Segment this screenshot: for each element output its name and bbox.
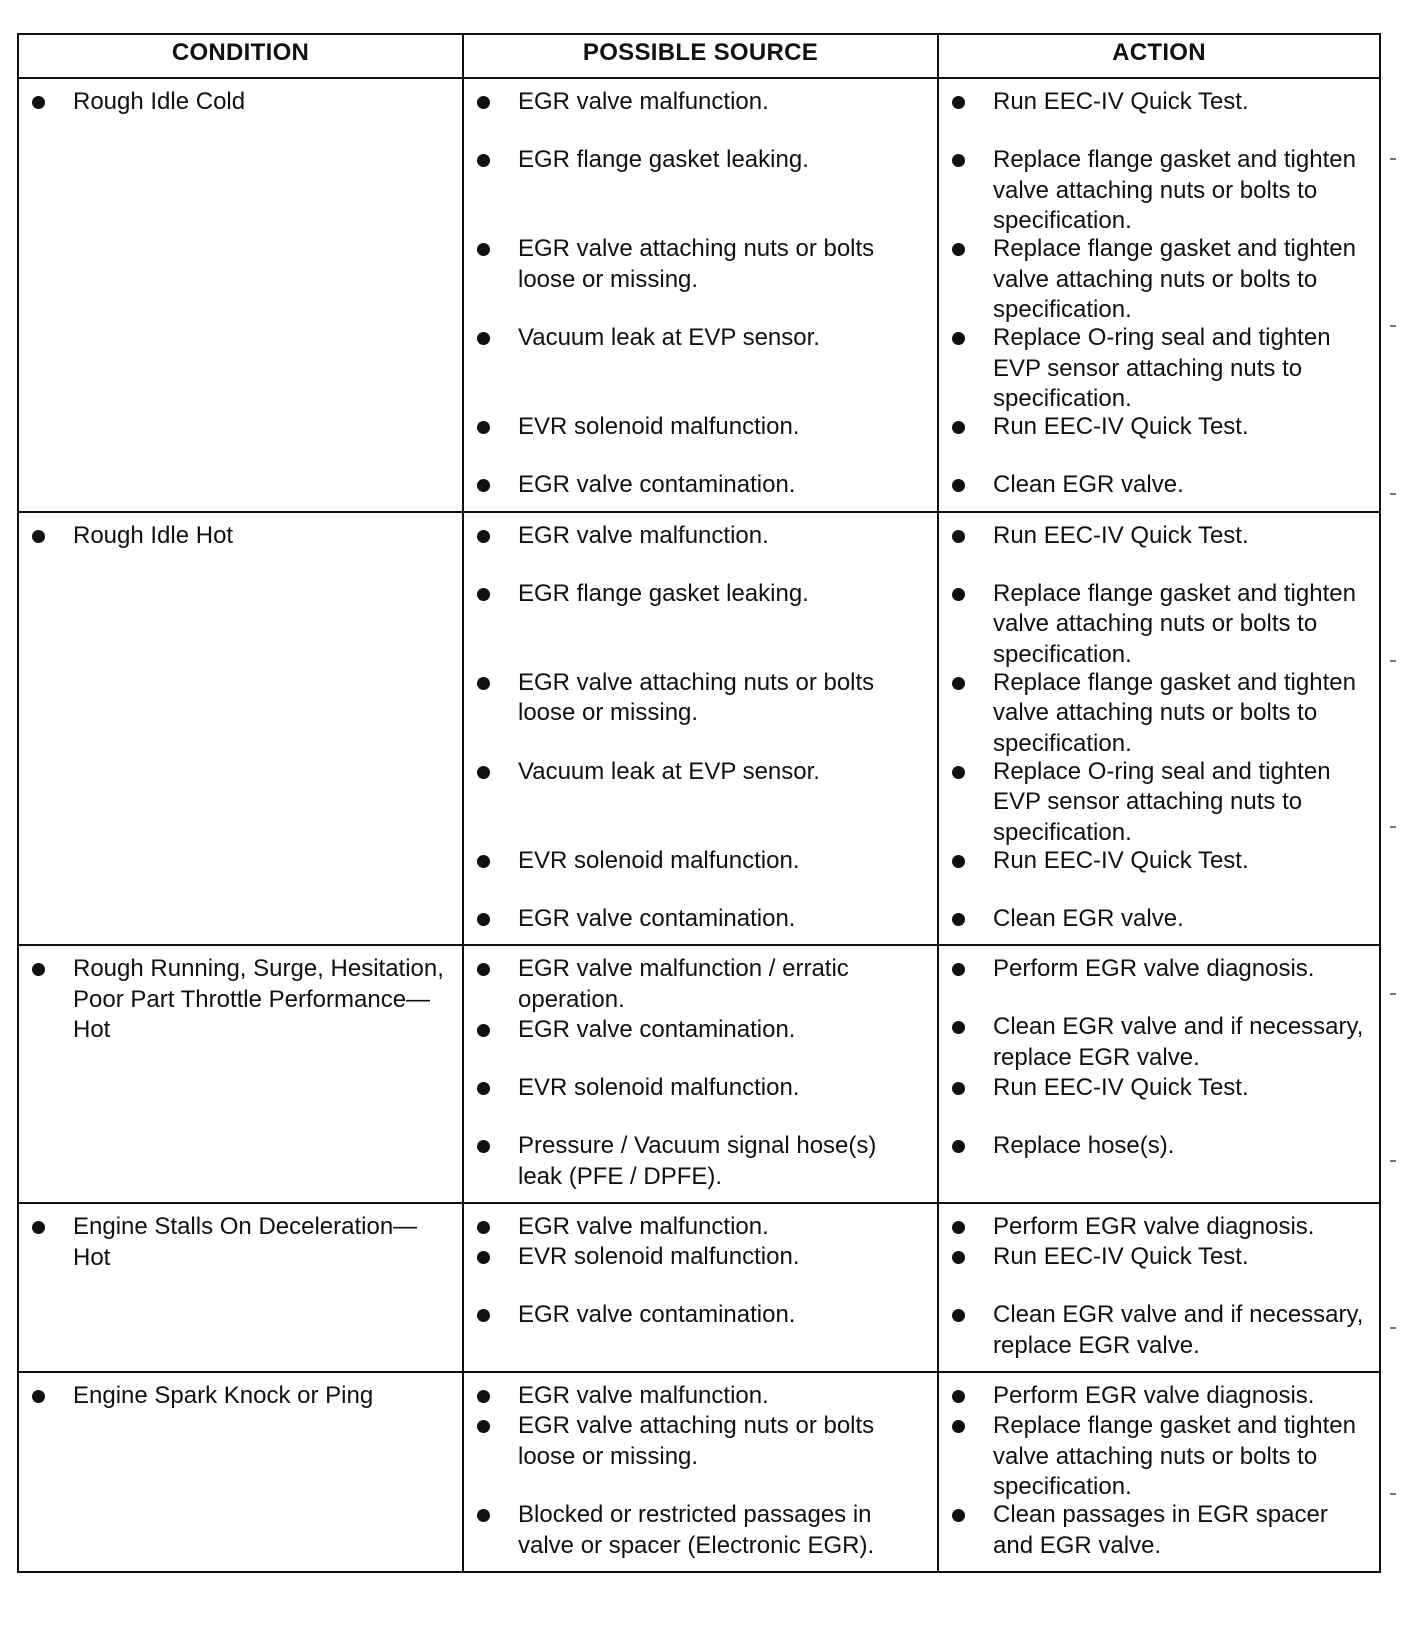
action-item — [939, 1012, 1379, 1073]
action-cell — [938, 512, 1380, 946]
condition-text: Rough Running, Surge, Hesitation, Poor Part Throttle Performance—Hot — [73, 955, 444, 1043]
action-item — [939, 757, 1379, 846]
source-text: Vacuum leak at EVP sensor. — [518, 757, 820, 785]
bullet-icon — [477, 1390, 490, 1403]
action-item — [939, 1300, 1379, 1361]
source-item — [464, 87, 937, 117]
action-item — [939, 1242, 1379, 1272]
action-item — [939, 1500, 1379, 1561]
action-item — [939, 954, 1379, 984]
action-cell — [938, 78, 1380, 512]
action-item — [939, 234, 1379, 323]
bullet-icon — [952, 588, 965, 601]
source-text: EVR solenoid malfunction. — [518, 1243, 800, 1270]
action-text: Run EEC-IV Quick Test. — [993, 1074, 1249, 1101]
source-item — [464, 579, 937, 640]
bullet-icon — [477, 479, 490, 492]
action-text: Replace hose(s). — [993, 1132, 1175, 1159]
action-text: Run EEC-IV Quick Test. — [993, 521, 1249, 549]
action-text: Perform EGR valve diagnosis. — [993, 955, 1315, 982]
source-item — [464, 1500, 937, 1561]
bullet-icon — [477, 421, 490, 434]
action-item — [939, 145, 1379, 234]
margin-tick — [1390, 660, 1396, 662]
table-body — [18, 78, 1380, 1572]
action-text: Clean EGR valve and if necessary, replace EGR valve. — [993, 1301, 1364, 1359]
bullet-icon — [952, 855, 965, 868]
action-text: Run EEC-IV Quick Test. — [993, 846, 1249, 874]
action-item — [939, 1073, 1379, 1103]
bullet-icon — [477, 855, 490, 868]
bullet-icon — [952, 913, 965, 926]
bullet-icon — [952, 1390, 965, 1403]
action-text: Perform EGR valve diagnosis. — [993, 1382, 1315, 1409]
source-item — [464, 1300, 937, 1331]
margin-tick — [1390, 1327, 1396, 1329]
action-item — [939, 904, 1379, 935]
bullet-icon — [477, 677, 490, 690]
bullet-icon — [952, 530, 965, 543]
condition-text: Engine Spark Knock or Ping — [73, 1382, 374, 1409]
bullet-icon — [477, 1221, 490, 1234]
action-item — [939, 470, 1379, 501]
source-item — [464, 412, 937, 442]
action-item — [939, 87, 1379, 117]
source-text: EVR solenoid malfunction. — [518, 1074, 800, 1101]
source-text: EGR valve attaching nuts or bolts loose or missing. — [518, 1412, 875, 1470]
table-row — [18, 512, 1380, 946]
source-cell — [463, 78, 938, 512]
bullet-icon — [952, 1140, 965, 1153]
bullet-icon — [477, 1082, 490, 1095]
condition-text: Engine Stalls On Deceleration—Hot — [73, 1213, 418, 1271]
bullet-icon — [32, 1221, 45, 1234]
action-text: Replace flange gasket and tighten valve attaching nuts or bolts to specification. — [993, 668, 1356, 757]
bullet-icon — [952, 1082, 965, 1095]
bullet-icon — [952, 1309, 965, 1322]
source-item — [464, 1381, 937, 1411]
bullet-icon — [477, 913, 490, 926]
bullet-icon — [477, 1509, 490, 1522]
bullet-icon — [952, 154, 965, 167]
bullet-icon — [477, 963, 490, 976]
header-action: ACTION — [938, 34, 1380, 78]
bullet-icon — [952, 332, 965, 345]
source-item — [464, 470, 937, 501]
source-item — [464, 1131, 937, 1192]
condition-item — [19, 521, 462, 552]
action-item — [939, 521, 1379, 551]
action-text: Replace O-ring seal and tighten EVP sensor attaching nuts to specification. — [993, 324, 1331, 412]
condition-cell — [18, 945, 463, 1203]
action-item — [939, 412, 1379, 442]
bullet-icon — [477, 1420, 490, 1433]
bullet-icon — [952, 1251, 965, 1264]
action-text: Replace O-ring seal and tighten EVP sensor attaching nuts to specification. — [993, 757, 1331, 846]
action-text: Run EEC-IV Quick Test. — [993, 1243, 1249, 1270]
bullet-icon — [477, 766, 490, 779]
source-text: EGR valve attaching nuts or bolts loose or missing. — [518, 668, 875, 726]
source-text: EGR valve contamination. — [518, 471, 796, 498]
header-possible-source: POSSIBLE SOURCE — [463, 34, 938, 78]
source-item — [464, 145, 937, 206]
table-row — [18, 1203, 1380, 1372]
source-item — [464, 323, 937, 384]
source-cell — [463, 945, 938, 1203]
source-text: Pressure / Vacuum signal hose(s) leak (PFE / DPFE). — [518, 1132, 877, 1190]
margin-tick — [1390, 1493, 1396, 1495]
source-item — [464, 1242, 937, 1272]
bullet-icon — [477, 1309, 490, 1322]
action-cell — [938, 1372, 1380, 1572]
action-text: Run EEC-IV Quick Test. — [993, 413, 1249, 440]
action-text: Replace flange gasket and tighten valve attaching nuts or bolts to specification. — [993, 579, 1356, 668]
bullet-icon — [477, 154, 490, 167]
condition-cell — [18, 1372, 463, 1572]
source-text: EGR valve attaching nuts or bolts loose or missing. — [518, 235, 875, 293]
source-text: EVR solenoid malfunction. — [518, 413, 800, 440]
bullet-icon — [477, 588, 490, 601]
source-cell — [463, 1203, 938, 1372]
source-text: EGR flange gasket leaking. — [518, 146, 809, 173]
source-item — [464, 234, 937, 295]
condition-cell — [18, 512, 463, 946]
action-item — [939, 1212, 1379, 1242]
source-cell — [463, 1372, 938, 1572]
bullet-icon — [952, 479, 965, 492]
source-item — [464, 521, 937, 551]
action-item — [939, 323, 1379, 412]
source-text: EGR valve malfunction. — [518, 1213, 769, 1240]
source-item — [464, 904, 937, 935]
source-cell — [463, 512, 938, 946]
bullet-icon — [952, 96, 965, 109]
bullet-icon — [32, 96, 45, 109]
source-text: Vacuum leak at EVP sensor. — [518, 324, 820, 351]
action-text: Perform EGR valve diagnosis. — [993, 1213, 1315, 1240]
source-text: EGR valve contamination. — [518, 1301, 796, 1328]
source-item — [464, 1073, 937, 1103]
source-item — [464, 1015, 937, 1045]
source-text: EGR valve malfunction. — [518, 521, 769, 549]
action-cell — [938, 1203, 1380, 1372]
bullet-icon — [32, 1390, 45, 1403]
margin-tick — [1390, 158, 1396, 160]
action-text: Clean EGR valve. — [993, 471, 1184, 498]
bullet-icon — [477, 332, 490, 345]
action-item — [939, 1131, 1379, 1162]
action-text: Replace flange gasket and tighten valve attaching nuts or bolts to specification. — [993, 1412, 1356, 1500]
action-text: Clean passages in EGR spacer and EGR valve. — [993, 1501, 1328, 1559]
bullet-icon — [477, 1251, 490, 1264]
bullet-icon — [32, 963, 45, 976]
bullet-icon — [477, 243, 490, 256]
source-text: EGR flange gasket leaking. — [518, 579, 809, 607]
condition-cell — [18, 78, 463, 512]
margin-tick — [1390, 826, 1396, 828]
action-item — [939, 1411, 1379, 1500]
table-header — [18, 34, 1380, 78]
bullet-icon — [952, 677, 965, 690]
bullet-icon — [952, 1420, 965, 1433]
margin-tick — [1390, 493, 1396, 495]
bullet-icon — [477, 1140, 490, 1153]
condition-cell — [18, 1203, 463, 1372]
action-text: Replace flange gasket and tighten valve attaching nuts or bolts to specification. — [993, 146, 1356, 234]
source-text: EGR valve malfunction. — [518, 1382, 769, 1409]
condition-item — [19, 954, 462, 1046]
source-text: EGR valve contamination. — [518, 1016, 796, 1043]
action-text: Run EEC-IV Quick Test. — [993, 88, 1249, 115]
table-row — [18, 78, 1380, 512]
source-text: EGR valve contamination. — [518, 904, 796, 932]
action-item — [939, 579, 1379, 668]
source-text: Blocked or restricted passages in valve or spacer (Electronic EGR). — [518, 1501, 875, 1559]
action-text: Clean EGR valve and if necessary, replace EGR valve. — [993, 1013, 1364, 1071]
source-item — [464, 954, 937, 1015]
bullet-icon — [952, 1221, 965, 1234]
table-row — [18, 1372, 1380, 1572]
margin-tick — [1390, 325, 1396, 327]
condition-text: Rough Idle Hot — [73, 521, 234, 549]
action-text: Clean EGR valve. — [993, 904, 1184, 932]
action-item — [939, 668, 1379, 757]
condition-item — [19, 1381, 462, 1412]
source-item — [464, 1212, 937, 1242]
source-item — [464, 757, 937, 818]
source-item — [464, 668, 937, 729]
margin-tick — [1390, 1160, 1396, 1162]
bullet-icon — [477, 96, 490, 109]
condition-text: Rough Idle Cold — [73, 88, 246, 115]
bullet-icon — [952, 1509, 965, 1522]
condition-item — [19, 1212, 462, 1273]
bullet-icon — [32, 530, 45, 543]
source-item — [464, 1411, 937, 1472]
bullet-icon — [477, 530, 490, 543]
condition-item — [19, 87, 462, 118]
diagnosis-sheet — [17, 33, 1379, 1573]
bullet-icon — [952, 1021, 965, 1034]
diagnosis-table — [17, 33, 1381, 1573]
margin-tick — [1390, 993, 1396, 995]
source-text: EGR valve malfunction. — [518, 88, 769, 115]
action-cell — [938, 945, 1380, 1203]
bullet-icon — [952, 766, 965, 779]
source-text: EVR solenoid malfunction. — [518, 846, 800, 874]
table-row — [18, 945, 1380, 1203]
bullet-icon — [952, 963, 965, 976]
source-item — [464, 846, 937, 876]
bullet-icon — [952, 243, 965, 256]
action-item — [939, 846, 1379, 876]
source-text: EGR valve malfunction / erratic operation. — [518, 955, 849, 1013]
bullet-icon — [952, 421, 965, 434]
bullet-icon — [477, 1024, 490, 1037]
header-condition: CONDITION — [18, 34, 463, 78]
action-text: Replace flange gasket and tighten valve attaching nuts or bolts to specification. — [993, 235, 1356, 323]
action-item — [939, 1381, 1379, 1411]
